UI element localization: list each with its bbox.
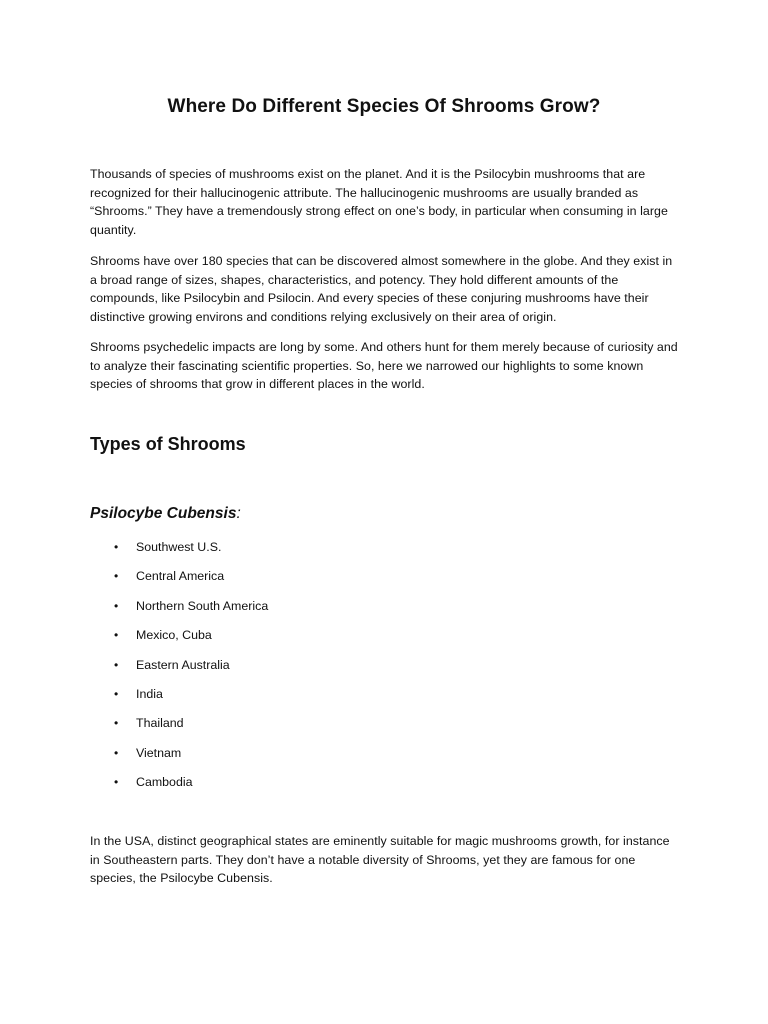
- location-label: Vietnam: [136, 745, 182, 760]
- species-count-paragraph: Shrooms have over 180 species that can be discovered almost somewhere in the globe. And they exist in a broad range of sizes, shapes, characteristics, and potency. They hold different amounts of the compounds, like Psilocybin and Psilocin. And every species of these conjuring mushrooms have their distinctive growing environs and conditions relying exclusively on their area of origin.: [90, 254, 673, 324]
- closing-paragraph: In the USA, distinct geographical states are eminently suitable for magic mushrooms growth, for instance in Southeastern parts. They don’t have a notable diversity of Shrooms, yet they are famous for one species, the Psilocybe Cubensis.: [90, 834, 670, 886]
- bullet-icon: •: [114, 569, 119, 584]
- bullet-icon: •: [114, 775, 119, 790]
- location-label: Thailand: [136, 716, 184, 731]
- bullet-icon: •: [114, 540, 119, 554]
- bullet-icon: •: [114, 686, 119, 701]
- section-heading-types: Types of Shrooms: [90, 434, 246, 454]
- species-heading: [90, 505, 241, 523]
- location-label: Central America: [136, 569, 225, 584]
- species-name: Psilocybe Cubensis: [90, 505, 237, 522]
- location-label: Northern South America: [136, 598, 269, 613]
- bullet-icon: •: [114, 628, 119, 643]
- bullet-icon: •: [114, 716, 119, 731]
- bullet-icon: •: [114, 745, 119, 760]
- location-label: India: [136, 686, 163, 701]
- location-label: Southwest U.S.: [136, 540, 222, 554]
- psychedelic-impacts-paragraph: Shrooms psychedelic impacts are long by some. And others hunt for them merely because of curiosity and to analyze their fascinating scientific properties. So, here we narrowed our highlights to some known species of shrooms that grow in different places in the world.: [90, 340, 678, 392]
- bullet-icon: •: [114, 657, 119, 672]
- location-label: Eastern Australia: [136, 657, 230, 672]
- location-label: Cambodia: [136, 775, 193, 790]
- location-label: Mexico, Cuba: [136, 628, 212, 643]
- bullet-icon: •: [114, 598, 119, 613]
- page-title: Where Do Different Species Of Shrooms Grow?: [167, 96, 601, 117]
- species-heading-colon: :: [236, 505, 241, 522]
- intro-paragraph: Thousands of species of mushrooms exist on the planet. And it is the Psilocybin mushrooms that are recognized for their hallucinogenic attribute. The hallucinogenic mushrooms are usually branded as “Shrooms.” They have a tremendously strong effect on one’s body, in particular when consuming in large quantity.: [90, 167, 668, 237]
